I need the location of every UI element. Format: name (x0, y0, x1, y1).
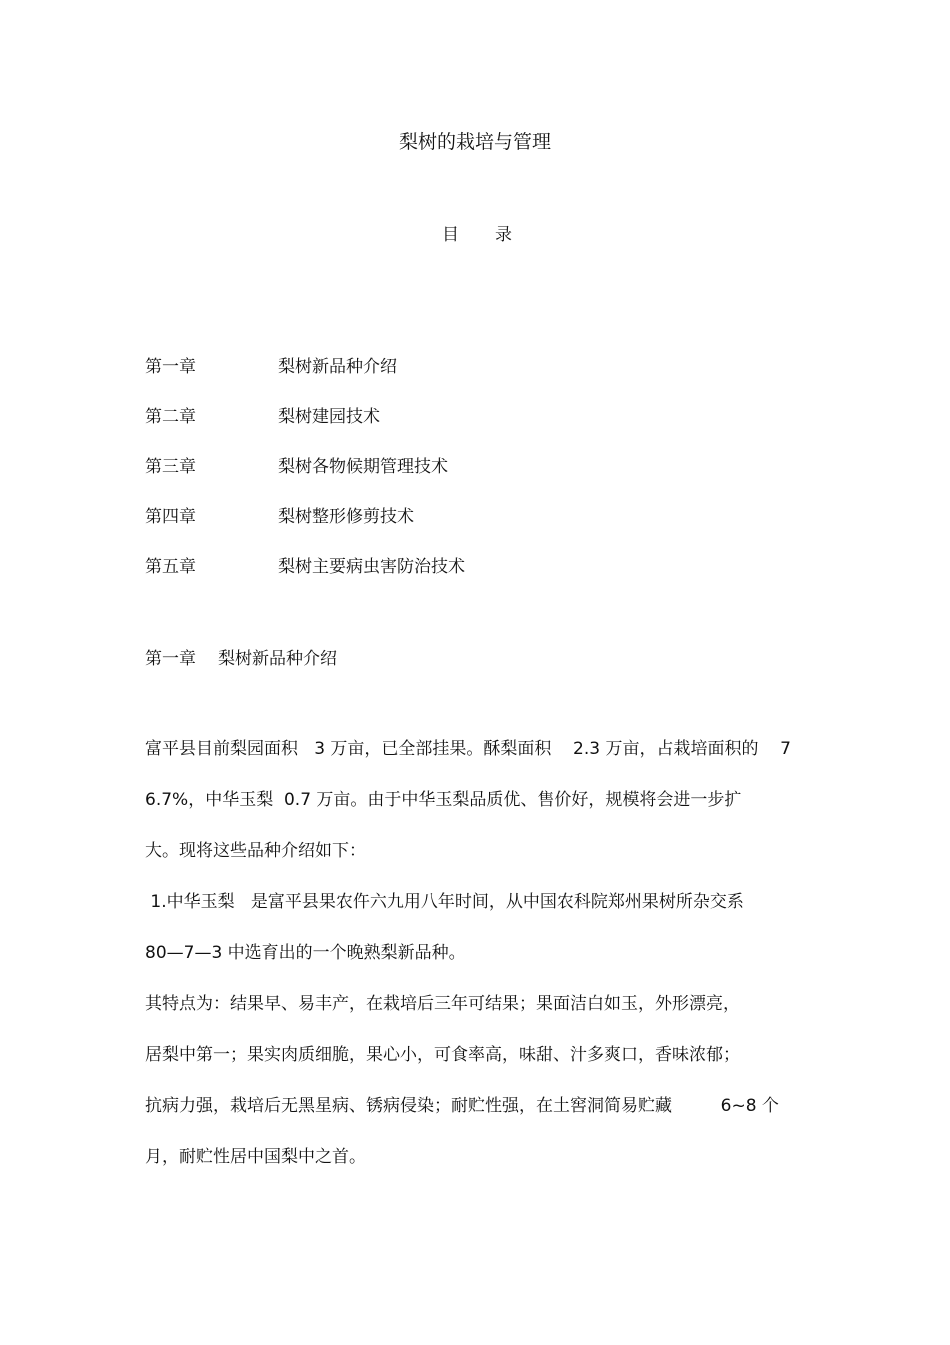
text-line: 6.7%，中华玉梨 0.7 万亩。由于中华玉梨品质优、售价好，规模将会进一步扩 (145, 790, 742, 810)
section-chapter-title: 梨树新品种介绍 (218, 649, 337, 669)
toc-entry-2 (145, 405, 805, 455)
text-line: 80—7—3 中选育出的一个晚熟梨新品种。 (145, 943, 466, 963)
text-line: 抗病力强，栽培后无黑星病、锈病侵染；耐贮性强，在土窖洞简易贮藏 6~8 个 (145, 1096, 779, 1116)
toc-chapter-title: 梨树新品种介绍 (278, 357, 397, 377)
toc-chapter-title: 梨树主要病虫害防治技术 (278, 557, 465, 577)
toc-entry-1 (145, 355, 805, 405)
body-paragraphs (145, 736, 810, 1195)
toc-chapter-title: 梨树整形修剪技术 (278, 507, 414, 527)
table-of-contents (145, 355, 805, 605)
toc-chapter-number: 第一章 (145, 357, 196, 377)
toc-chapter-number: 第三章 (145, 457, 196, 477)
section-heading (145, 647, 337, 671)
text-line: 大。现将这些品种介绍如下： (145, 841, 366, 861)
toc-chapter-title: 梨树建园技术 (278, 407, 380, 427)
document-title: 梨树的栽培与管理 (398, 131, 551, 153)
toc-chapter-number: 第二章 (145, 407, 196, 427)
toc-heading (442, 224, 512, 246)
toc-heading-left: 目 (442, 225, 459, 245)
toc-entry-4 (145, 505, 805, 555)
toc-chapter-number: 第五章 (145, 557, 196, 577)
toc-heading-right: 录 (495, 225, 512, 245)
toc-chapter-number: 第四章 (145, 507, 196, 527)
section-chapter-number: 第一章 (145, 649, 196, 669)
text-line: 1.中华玉梨 是富平县果农仵六九用八年时间，从中国农科院郑州果树所杂交系 (145, 892, 744, 912)
toc-chapter-title: 梨树各物候期管理技术 (278, 457, 448, 477)
text-line: 月，耐贮性居中国梨中之首。 (145, 1147, 366, 1167)
toc-entry-5 (145, 555, 805, 605)
text-line: 居梨中第一；果实肉质细脆，果心小，可食率高，味甜、汁多爽口，香味浓郁； (145, 1045, 740, 1065)
text-line: 其特点为：结果早、易丰产，在栽培后三年可结果；果面洁白如玉，外形漂亮， (145, 994, 740, 1014)
toc-entry-3 (145, 455, 805, 505)
text-line: 富平县目前梨园面积 3 万亩，已全部挂果。酥梨面积 2.3 万亩，占栽培面积的 7 (145, 739, 791, 759)
